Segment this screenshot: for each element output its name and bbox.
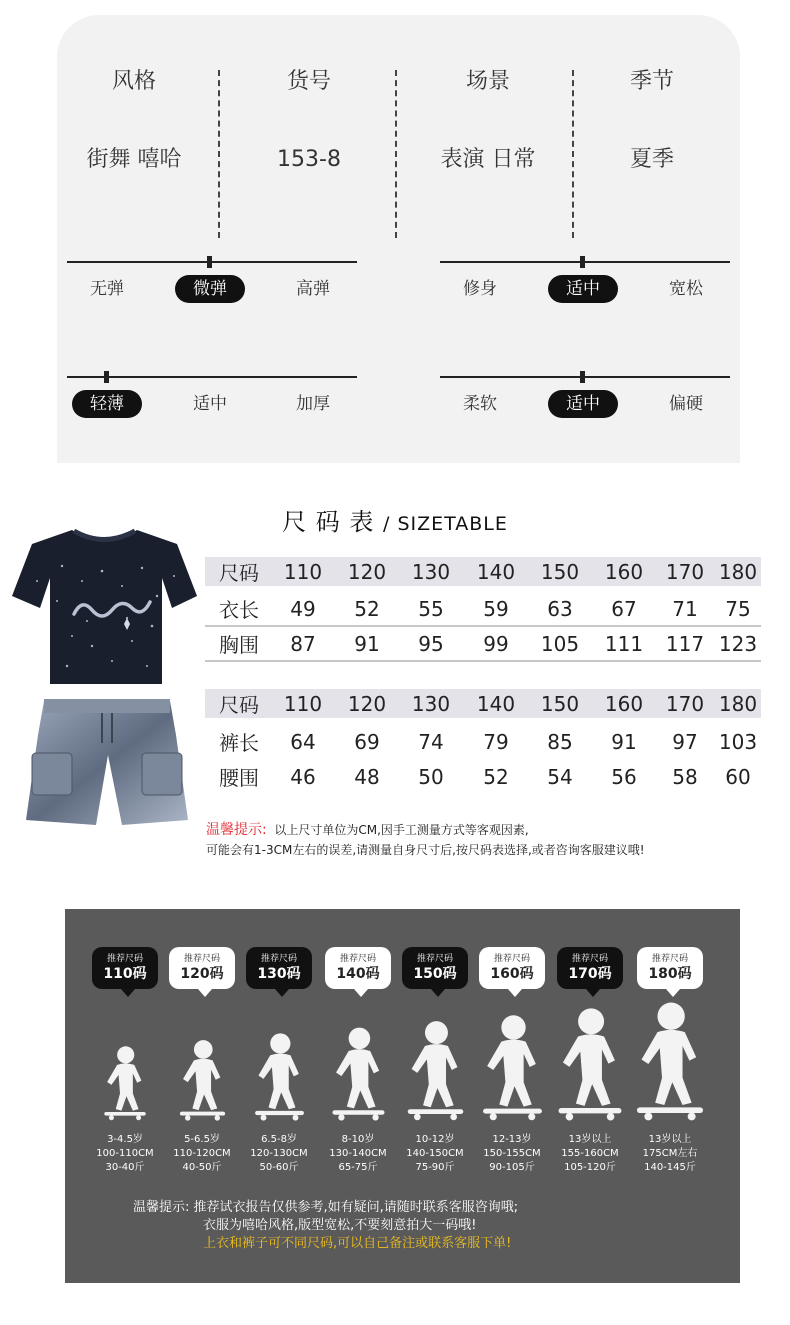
table-cell: 150	[540, 691, 580, 716]
scale-elasticity	[67, 261, 357, 317]
scale-option-selected: 适中	[548, 390, 618, 418]
attr-item-number	[229, 67, 389, 175]
age-range: 5-6.5岁	[184, 1134, 220, 1145]
age-range: 6.5-8岁	[261, 1134, 297, 1145]
note-line-1: 以上尺寸单位为CM,因手工测量方式等客观因素,	[274, 823, 529, 837]
age-range: 3-4.5岁	[107, 1134, 143, 1145]
table-cell: 91	[611, 729, 637, 754]
table-cell: 180	[718, 559, 758, 584]
scale-option: 宽松	[669, 279, 703, 299]
badge-size: 170码	[568, 966, 612, 982]
shorts-image	[26, 695, 188, 830]
badge-caption: 推荐尺码	[339, 954, 376, 964]
weight-range: 40-50斤	[182, 1162, 222, 1173]
scale-line	[67, 376, 357, 378]
table-cell: 87	[290, 631, 316, 656]
table-cell: 111	[604, 631, 644, 656]
table-header-row	[205, 689, 761, 718]
table-cell: 140	[476, 559, 516, 584]
table-cell: 尺码	[219, 561, 259, 585]
note-line-2: 可能会有1-3CM左右的误差,请测量自身尺寸后,按尺码表选择,或者咨询客服建议哦!	[206, 843, 645, 857]
attr-scene	[408, 67, 568, 175]
bottom-size-table	[205, 689, 761, 794]
scale-option: 适中	[193, 394, 227, 414]
recommended-size-badge	[325, 947, 391, 989]
age-range: 12-13岁	[492, 1134, 532, 1145]
scale-option: 修身	[463, 279, 497, 299]
table-row	[205, 724, 761, 759]
scale-option: 柔软	[463, 394, 497, 414]
divider	[572, 70, 574, 238]
table-cell: 54	[547, 764, 573, 789]
scale-option-selected: 适中	[548, 275, 618, 303]
table-cell: 170	[665, 691, 705, 716]
height-range: 100-110CM	[96, 1148, 154, 1159]
weight-range: 140-145斤	[644, 1162, 696, 1173]
table-cell: 95	[418, 631, 444, 656]
table-cell: 99	[483, 631, 509, 656]
weight-range: 90-105斤	[489, 1162, 535, 1173]
table-cell: 103	[718, 729, 758, 754]
top-size-table	[205, 557, 761, 662]
kid-skateboard-icon	[477, 1011, 548, 1121]
divider	[218, 70, 220, 238]
scale-option: 无弹	[90, 279, 124, 299]
table-cell: 140	[476, 691, 516, 716]
height-range: 155-160CM	[561, 1148, 619, 1159]
age-range: 13岁以上	[568, 1134, 612, 1145]
badge-size: 150码	[413, 966, 457, 982]
note-label: 温馨提示:	[206, 822, 267, 838]
scale-thickness	[67, 376, 357, 432]
badge-size: 180码	[648, 966, 692, 982]
tips-line-1: 推荐试衣报告仅供参考,如有疑问,请随时联系客服咨询哦;	[193, 1200, 519, 1215]
age-range: 10-12岁	[415, 1134, 455, 1145]
scale-marker	[580, 371, 585, 383]
recommendation-info	[550, 1133, 630, 1175]
recommendation-info	[630, 1133, 710, 1175]
height-range: 120-130CM	[250, 1148, 308, 1159]
table-cell: 裤长	[219, 731, 259, 755]
table-row	[205, 627, 761, 662]
attr-value: 街舞 嘻哈	[86, 147, 182, 172]
table-cell: 75	[725, 596, 751, 621]
attr-label: 季节	[629, 69, 674, 94]
weight-range: 75-90斤	[415, 1162, 455, 1173]
kid-skateboard-icon	[552, 1004, 628, 1121]
size-recommendation-panel	[65, 909, 740, 1283]
recommended-size-badge	[402, 947, 468, 989]
table-cell: 110	[283, 691, 323, 716]
scale-option-selected: 轻薄	[72, 390, 142, 418]
badge-caption: 推荐尺码	[493, 954, 530, 964]
table-cell: 52	[483, 764, 509, 789]
table-cell: 56	[611, 764, 637, 789]
recommended-size-badge	[637, 947, 703, 989]
scale-fit	[440, 261, 730, 317]
table-cell: 71	[672, 596, 698, 621]
scale-line	[67, 261, 357, 263]
age-range: 13岁以上	[648, 1134, 692, 1145]
kid-skateboard-icon	[630, 998, 710, 1121]
table-cell: 160	[604, 559, 644, 584]
table-row	[205, 759, 761, 794]
measurement-note	[206, 820, 645, 860]
scale-marker	[104, 371, 109, 383]
table-cell: 91	[354, 631, 380, 656]
kid-skateboard-icon	[250, 1030, 309, 1121]
badge-caption: 推荐尺码	[416, 954, 453, 964]
table-header-row	[205, 557, 761, 586]
attr-label: 货号	[286, 69, 331, 94]
height-range: 175CM左右	[642, 1148, 698, 1159]
scale-line	[440, 376, 730, 378]
table-cell: 123	[718, 631, 758, 656]
age-range: 8-10岁	[341, 1134, 375, 1145]
table-cell: 85	[547, 729, 573, 754]
attr-season	[572, 67, 732, 175]
scale-option: 偏硬	[669, 394, 703, 414]
badge-caption: 推荐尺码	[183, 954, 220, 964]
size-table-title-cn: 尺 码 表	[282, 508, 375, 536]
badge-caption: 推荐尺码	[571, 954, 608, 964]
kid-skateboard-icon	[100, 1043, 150, 1121]
recommended-size-badge	[557, 947, 623, 989]
table-cell: 64	[290, 729, 316, 754]
table-cell: 腰围	[219, 766, 259, 790]
tips-line-3: 上衣和裤子可不同尺码,可以自己备注或联系客服下单!	[203, 1236, 512, 1251]
table-cell: 120	[347, 559, 387, 584]
table-cell: 117	[665, 631, 705, 656]
tips-line-2: 衣服为嘻哈风格,版型宽松,不要刻意拍大一码哦!	[203, 1218, 477, 1233]
weight-range: 105-120斤	[564, 1162, 616, 1173]
recommendation-info	[318, 1133, 398, 1175]
table-row	[205, 592, 761, 627]
attr-label: 场景	[465, 69, 510, 94]
table-cell: 160	[604, 691, 644, 716]
table-cell: 120	[347, 691, 387, 716]
table-cell: 48	[354, 764, 380, 789]
badge-caption: 推荐尺码	[260, 954, 297, 964]
table-cell: 67	[611, 596, 637, 621]
height-range: 110-120CM	[173, 1148, 231, 1159]
table-cell: 130	[411, 691, 451, 716]
table-cell: 69	[354, 729, 380, 754]
table-cell: 50	[418, 764, 444, 789]
badge-size: 140码	[336, 966, 380, 982]
badge-size: 110码	[103, 966, 147, 982]
height-range: 140-150CM	[406, 1148, 464, 1159]
badge-caption: 推荐尺码	[651, 954, 688, 964]
table-cell: 60	[725, 764, 751, 789]
table-cell: 110	[283, 559, 323, 584]
recommended-size-badge	[246, 947, 312, 989]
scale-option-selected: 微弹	[175, 275, 245, 303]
weight-range: 30-40斤	[105, 1162, 145, 1173]
table-cell: 55	[418, 596, 444, 621]
scale-softness	[440, 376, 730, 432]
badge-size: 120码	[180, 966, 224, 982]
recommendation-info	[239, 1133, 319, 1175]
table-cell: 尺码	[219, 693, 259, 717]
size-table-title-en: / SIZETABLE	[383, 513, 508, 535]
scale-line	[440, 261, 730, 263]
height-range: 150-155CM	[483, 1148, 541, 1159]
table-cell: 180	[718, 691, 758, 716]
recommendation-info	[395, 1133, 475, 1175]
attr-style	[54, 67, 214, 175]
recommended-size-badge	[479, 947, 545, 989]
table-cell: 74	[418, 729, 444, 754]
kid-skateboard-icon	[327, 1024, 390, 1121]
table-cell: 58	[672, 764, 698, 789]
attributes-card	[57, 15, 740, 463]
height-range: 130-140CM	[329, 1148, 387, 1159]
table-cell: 150	[540, 559, 580, 584]
table-cell: 59	[483, 596, 509, 621]
badge-caption: 推荐尺码	[106, 954, 143, 964]
tips-label: 温馨提示:	[133, 1200, 190, 1215]
attr-label: 风格	[111, 69, 156, 94]
table-cell: 胸围	[219, 633, 259, 657]
scale-marker	[207, 256, 212, 268]
table-cell: 130	[411, 559, 451, 584]
table-cell: 170	[665, 559, 705, 584]
table-cell: 衣长	[219, 598, 259, 622]
table-cell: 46	[290, 764, 316, 789]
recommendation-tips	[133, 1199, 518, 1253]
attr-value: 表演 日常	[440, 147, 536, 172]
attr-value: 153-8	[277, 147, 341, 172]
recommendation-info	[162, 1133, 242, 1175]
tshirt-image	[12, 526, 197, 686]
scale-option: 高弹	[296, 279, 330, 299]
kid-skateboard-icon	[402, 1017, 469, 1121]
divider	[395, 70, 397, 238]
recommended-size-badge	[169, 947, 235, 989]
table-cell: 52	[354, 596, 380, 621]
recommendation-info	[472, 1133, 552, 1175]
table-cell: 105	[540, 631, 580, 656]
table-cell: 97	[672, 729, 698, 754]
badge-size: 130码	[257, 966, 301, 982]
table-cell: 49	[290, 596, 316, 621]
attr-value: 夏季	[629, 147, 674, 172]
table-cell: 63	[547, 596, 573, 621]
weight-range: 65-75斤	[338, 1162, 378, 1173]
table-cell: 79	[483, 729, 509, 754]
weight-range: 50-60斤	[259, 1162, 299, 1173]
scale-option: 加厚	[296, 394, 330, 414]
recommended-size-badge	[92, 947, 158, 989]
kid-skateboard-icon	[175, 1037, 230, 1121]
scale-marker	[580, 256, 585, 268]
badge-size: 160码	[490, 966, 534, 982]
recommendation-info	[85, 1133, 165, 1175]
